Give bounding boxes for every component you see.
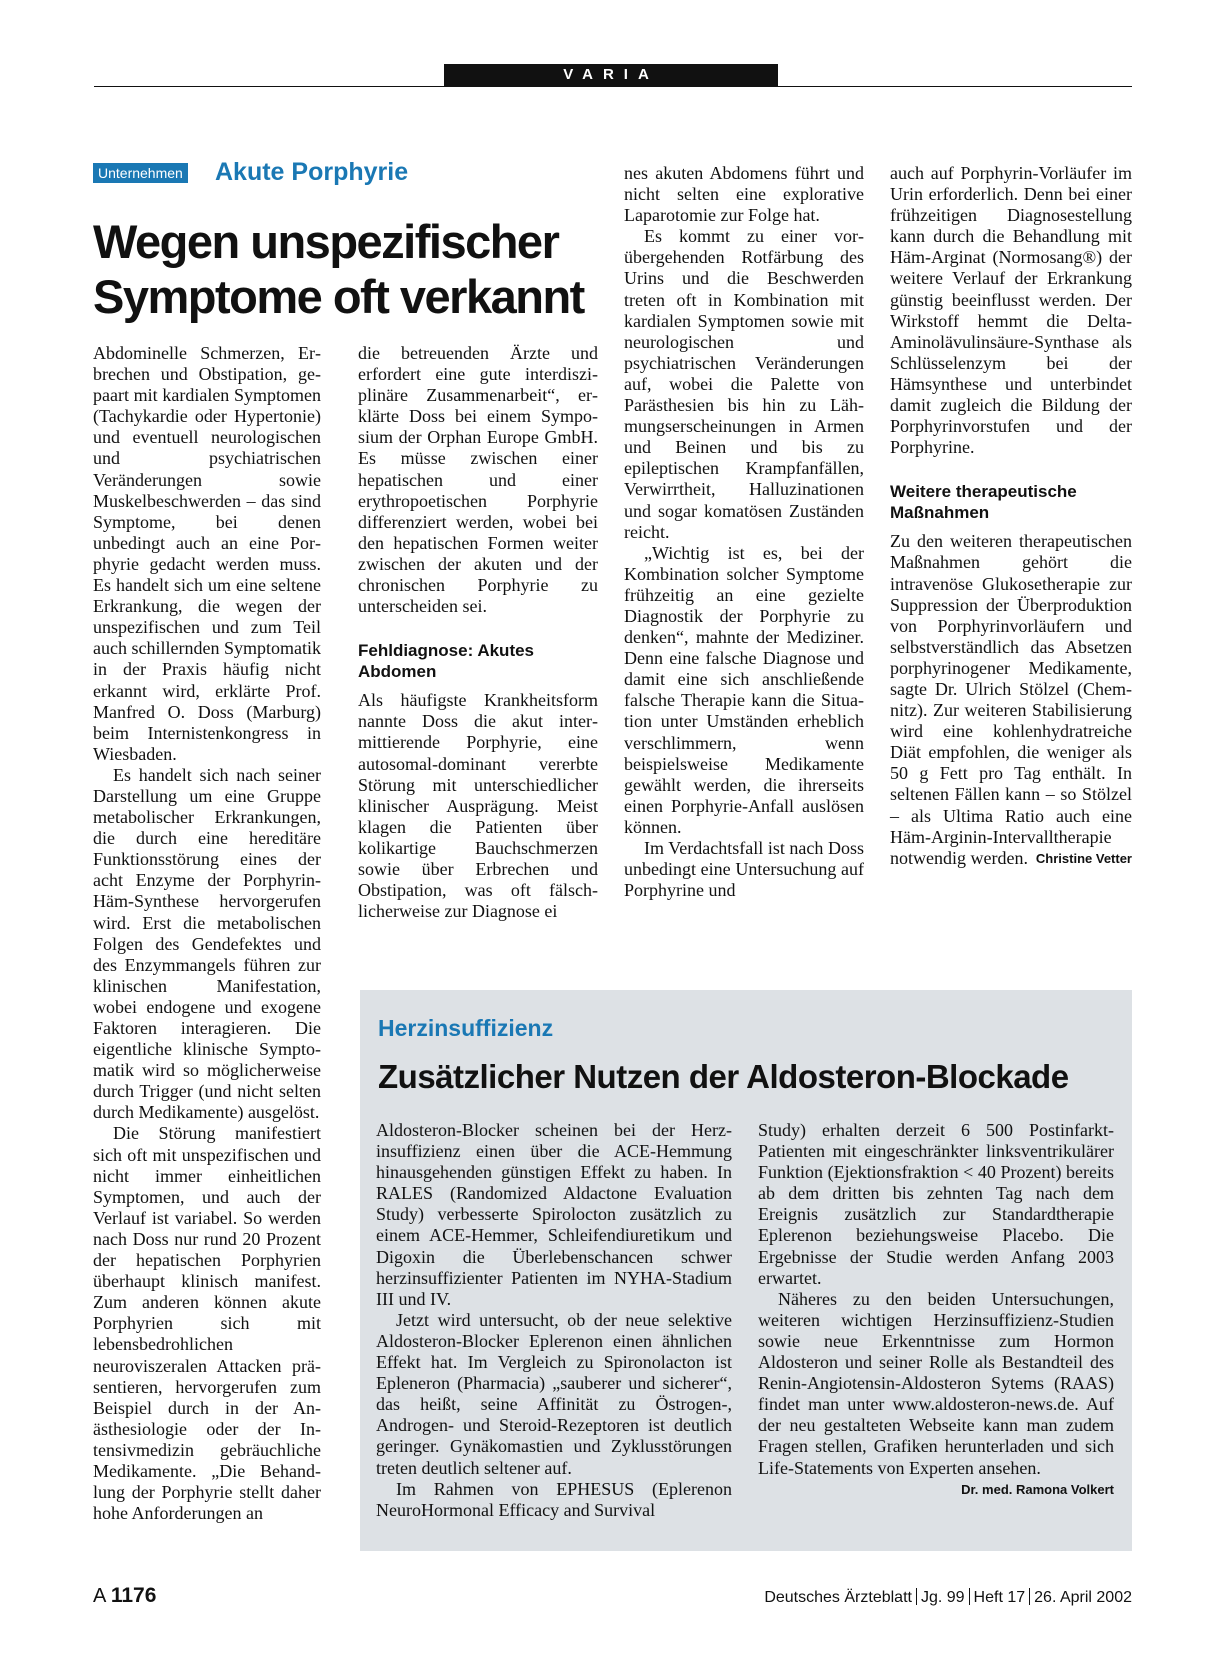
journal-volume: Jg. 99 <box>920 1589 965 1606</box>
separator <box>916 1588 917 1605</box>
paragraph: Study) erhalten derzeit 6 500 Postinfarkt-Patienten mit eingeschränkter linksventrikulärer Funktion (Ejektionsfraktion < 40 Prozent) bereits ab dem dritten bis zehnten Tag nach dem Ereignis zusätzlich zur Standardtherapie Eplerenon beziehungsweise Placebo. Die Ergebnisse der Studie werden Anfang 2003 erwartet. <box>758 1120 1114 1288</box>
paragraph: Die Störung manifestiert sich oft mit unspezifischen und nicht immer einheitlichen Symptomen, und auch der Verlauf ist variabel. So werden nach Doss nur rund 20 Prozent der hepatischen Porphyrien überhaupt klinisch manifest. Zum anderen können akute Porphyrien sich mit lebensbedrohlichen neuroviszeralen Attacken präsentieren, hervorgerufen zum Beispiel durch in der Anästhesiologie oder der Intensivmedizin gebräuchliche Medikamente. „Die Behandlung der Porphyrie stellt daher hohe Anforderungen an <box>93 1123 321 1524</box>
paragraph: Im Verdachtsfall ist nach Doss unbedingt eine Untersuchung auf Porphyrine und <box>624 838 864 901</box>
paragraph <box>758 1288 1114 1497</box>
page-prefix: A <box>93 1585 106 1607</box>
article1-column-4 <box>890 163 1132 869</box>
header-rule <box>94 86 1132 87</box>
box-topic: Herzinsuffizienz <box>378 1015 554 1041</box>
article-headline: Wegen unspezifischer Symptome oft verkannt <box>93 215 584 323</box>
journal-name: Deutsches Ärzteblatt <box>764 1589 912 1606</box>
paragraph-text: Zu den weiteren therapeutischen Maßnahmen gehört die intravenöse Glukosetherapie zur Suppression der Überproduktion von Porphyrinvorläufern und selbstverständlich das Absetzen porphyrinogener Medikamente, sagte Dr. Ulrich Stölzel (Chemnitz). Zur weiteren Stabilisierung wird eine kohlenhydratreiche Diät empfohlen, die weniger als 50 g Fett pro Tag enthält. In seltenen Fällen kann – so Stölzel – als Ultima Ratio auch eine Häm-Arginin-Intervalltherapie notwendig werden. <box>890 531 1132 868</box>
author-credit: Christine Vetter <box>1035 850 1132 866</box>
category-badge: Unternehmen <box>93 163 188 183</box>
separator <box>1029 1588 1030 1605</box>
subheading: Weitere therapeutische Maßnahmen <box>890 482 1077 523</box>
article2-column-2 <box>758 1120 1114 1500</box>
article1-column-3 <box>624 163 864 901</box>
paragraph: auch auf Porphyrin-Vorläufer im Urin erforderlich. Denn bei einer frühzeitigen Diagnosestellung kann durch die Behandlung mit Häm-Arginat (Normosang®) der weitere Verlauf der Erkrankung günstig beeinflusst werden. Der Wirkstoff hemmt die Delta-Aminolävulinsäure-Synthase als Schlüsselenzym bei der Hämsynthese und unterbindet damit zugleich die Bildung der Porphyrinvorstufen und der Porphyrine. <box>890 163 1132 458</box>
paragraph: die betreuenden Ärzte und erfordert eine gute interdisziplinäre Zusammenarbeit“, erklärte Doss bei einem Symposium der Orphan Europe GmbH. Es müsse zwischen einer hepatischen und einer erythropoetischen Porphyrie differenziert werden, wobei bei den hepatischen Formen weiter zwischen der akuten und der chronischen Porphyrie zu unterscheiden sei. <box>358 343 598 617</box>
separator <box>969 1588 970 1605</box>
author-credit: Dr. med. Ramona Volkert <box>961 1481 1114 1497</box>
journal-footer <box>764 1588 1132 1607</box>
article1-column-1 <box>93 343 321 1524</box>
paragraph: Im Rahmen von EPHESUS (Eplerenon NeuroHormonal Efficacy and Survival <box>376 1478 732 1520</box>
paragraph: Jetzt wird untersucht, ob der neue selektive Aldosteron-Blocker Eplerenon einen ähnlichen Effekt hat. Im Vergleich zu Spironolacton ist Epleneron (Pharmacia) „sauberer und sicherer“, das heißt, seine Affinität zu Östrogen-, Androgen- und Steroid-Rezeptoren ist deutlich geringer. Gynäkomastien und Zyklusstörungen treten deutlich seltener auf. <box>376 1309 732 1478</box>
paragraph: Aldosteron-Blocker scheinen bei der Herzinsuffizienz einen über die ACE-Hemmung hinausgehenden günstigen Effekt zu haben. In RALES (Randomized Aldactone Evaluation Study) verbesserte Spirolocton zusätzlich zu einem ACE-Hemmer, Schleifendiuretikum und Digoxin die Überlebenschancen schwer herzinsuffizienter Patienten im NYHA-Stadium III und IV. <box>376 1120 732 1309</box>
paragraph: Als häufigste Krankheitsform nannte Doss die akut intermittierende Porphyrie, eine autosomal-dominant vererbte Störung mit unterschiedlicher klinischer Ausprägung. Meist klagen die Patienten über kolikartige Bauchschmerzen sowie über Erbrechen und Obstipation, was oft fälschlicherweise zur Diagnose ei <box>358 690 598 922</box>
box-headline: Zusätzlicher Nutzen der Aldosteron-Blockade <box>378 1058 1069 1095</box>
section-label: VARIA <box>444 64 778 86</box>
paragraph: Es kommt zu einer vorübergehenden Rotfärbung des Urins und die Beschwerden treten oft in Kombination mit kardialen Symptomen sowie mit neurologischen und psychiatrischen Veränderungen auf, wobei die Palette von Parästhesien bis hin zu Lähmungserscheinungen in Armen und Beinen und bis zu epileptischen Krampfanfällen, Verwirrtheit, Halluzinationen und sogar komatösen Zuständen reicht. <box>624 226 864 542</box>
article2-column-1 <box>376 1120 732 1521</box>
article1-column-2 <box>358 343 598 922</box>
article-topic: Akute Porphyrie <box>215 158 409 186</box>
page-number <box>93 1584 156 1608</box>
paragraph: nes akuten Abdomens führt und nicht selten eine explorative Laparotomie zur Folge hat. <box>624 163 864 226</box>
journal-issue: Heft 17 <box>973 1589 1026 1606</box>
paragraph <box>890 531 1132 869</box>
paragraph-text: Näheres zu den beiden Untersuchungen, weiteren wichtigen Herzinsuffizienz-Studien sowie neue Erkenntnisse zum Hormon Aldosteron und seiner Rolle als Bestandteil des Renin-Angiotensin-Aldosteron Sytems (RAAS) findet man unter www.aldosteron-news.de. Auf der neu gestalteten Webseite kann man zudem Fragen stellen, Grafiken herunterladen und sich Life-Statements von Experten ansehen. <box>758 1288 1114 1478</box>
subheading: Fehldiagnose: Akutes Abdomen <box>358 641 535 682</box>
paragraph: Es handelt sich nach seiner Darstellung um eine Gruppe metabolischer Erkrankungen, die durch eine hereditäre Funktionsstörung eines der acht Enzyme der Porphyrin-Häm-Synthese hervorgerufen wird. Erst die metabolischen Folgen des Gendefektes und des Enzymmangels führen zur klinischen Manifestation, wobei endogene und exogene Faktoren interagieren. Die eigentliche klinische Symptomatik wird so möglicherweise durch Trigger (und nicht selten durch Medikamente) ausgelöst. <box>93 764 321 1123</box>
page-number-value: 1176 <box>110 1584 157 1607</box>
paragraph: Abdominelle Schmerzen, Erbrechen und Obstipation, gepaart mit kardialen Symptomen (Tachykardie oder Hypertonie) und eventuell neurologischen und psychiatrischen Veränderungen sowie Muskelbeschwerden – das sind Symptome, bei denen unbedingt auch an eine Porphyrie gedacht werden muss. Es handelt sich um eine seltene Erkrankung, die wegen der unspezifischen und zum Teil auch schillernden Symptomatik in der Praxis häufig nicht erkannt wird, erklärte Prof. Manfred O. Doss (Marburg) beim Internistenkongress in Wiesbaden. <box>93 343 321 764</box>
paragraph: „Wichtig ist es, bei der Kombination solcher Symptome frühzeitig an eine gezielte Diagnostik der Porphyrie zu denken“, mahnte der Mediziner. Denn eine falsche Diagnose und damit eine sich anschließende falsche Therapie kann die Situation unter Umständen erheblich verschlimmern, wenn beispielsweise Medikamente gewählt werden, die ihrerseits einen Porphyrie-Anfall auslösen können. <box>624 542 864 837</box>
journal-date: 26. April 2002 <box>1034 1589 1132 1606</box>
